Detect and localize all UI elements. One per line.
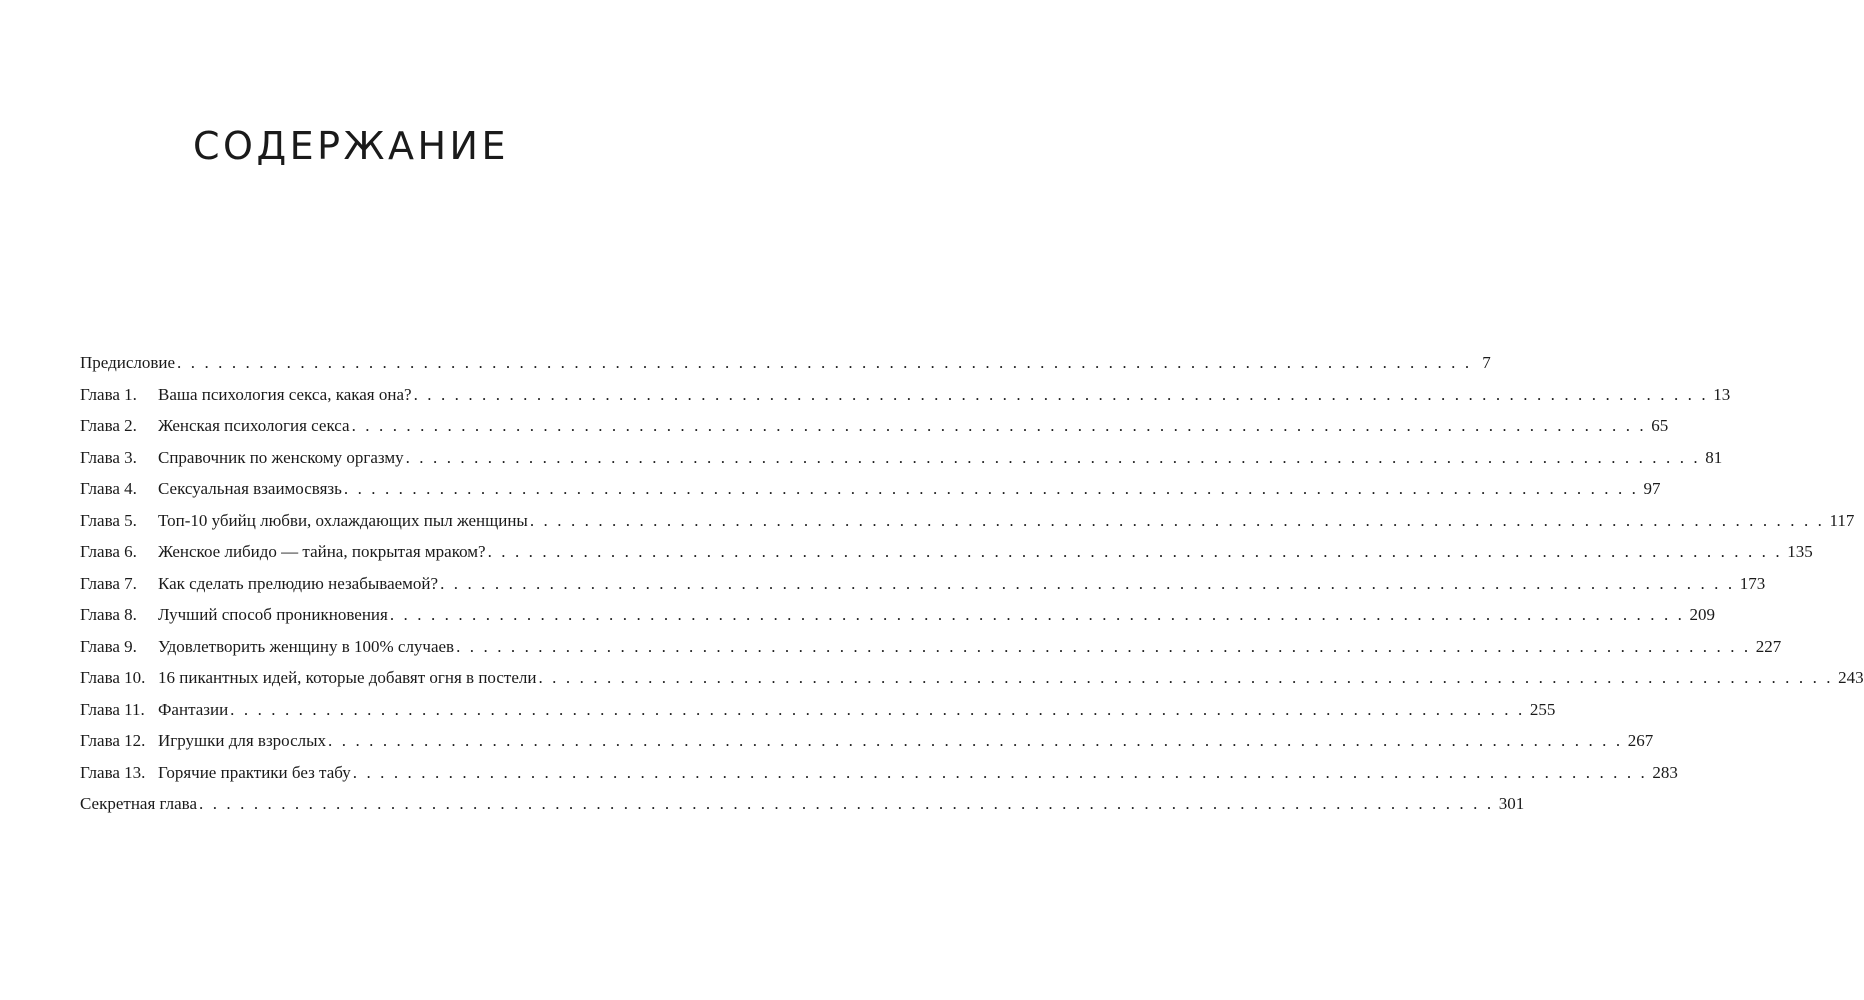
- toc-entry-title: Горячие практики без табу: [158, 762, 351, 782]
- toc-entry-title: Фантазии: [158, 699, 229, 719]
- table-of-contents: [80, 347, 1864, 820]
- toc-leader-dots: . . . . . . . . . . . . . . . . . . . . . . . . . . . . . . . . . . . . . . . . . . . . . . . . . . . . . . . . . . . . . . . . . . . . . . . . . . . . . . . . . . . . . . . . . . . . . . .: [405, 447, 1701, 467]
- toc-entry-chapter-13[interactable]: [80, 757, 1678, 789]
- toc-entry-chapter-10[interactable]: [80, 662, 1864, 694]
- toc-entry-title: Секретная глава: [80, 794, 198, 813]
- toc-chapter-label: Глава 6.: [80, 542, 137, 561]
- toc-entry-chapter-11[interactable]: [80, 694, 1556, 726]
- toc-entry-title: Ваша психология секса, какая она?: [158, 384, 412, 404]
- toc-entry-title: Сексуальная взаимосвязь: [158, 479, 342, 498]
- toc-entry-chapter-9[interactable]: [80, 631, 1782, 663]
- toc-leader-dots: . . . . . . . . . . . . . . . . . . . . . . . . . . . . . . . . . . . . . . . . . . . . . . . . . . . . . . . . . . . . . . . . . . . . . . . . . . . . . . . . . . . . . . . . . . . . . . .: [230, 699, 1525, 719]
- toc-leader-dots: . . . . . . . . . . . . . . . . . . . . . . . . . . . . . . . . . . . . . . . . . . . . . . . . . . . . . . . . . . . . . . . . . . . . . . . . . . . . . . . . . . . . . . . . . . . . . . .: [487, 542, 1783, 561]
- toc-leader-dots: . . . . . . . . . . . . . . . . . . . . . . . . . . . . . . . . . . . . . . . . . . . . . . . . . . . . . . . . . . . . . . . . . . . . . . . . . . . . . . . . . . . . . . . . . . . . . . .: [199, 794, 1494, 813]
- toc-page-number: 7: [1482, 353, 1491, 372]
- toc-entry-title: Лучший способ проникновения: [158, 605, 388, 624]
- toc-leader-dots: . . . . . . . . . . . . . . . . . . . . . . . . . . . . . . . . . . . . . . . . . . . . . . . . . . . . . . . . . . . . . . . . . . . . . . . . . . . . . . . . . . . . . . . . . . . . . . .: [352, 762, 1648, 782]
- toc-entry-chapter-8[interactable]: [80, 599, 1715, 631]
- toc-entry-title: Женская психология секса: [158, 416, 350, 435]
- page-title: СОДЕРЖАНИЕ: [193, 124, 509, 168]
- toc-entry-title: Удовлетворить женщину в 100% случаев: [158, 636, 455, 656]
- toc-leader-dots: . . . . . . . . . . . . . . . . . . . . . . . . . . . . . . . . . . . . . . . . . . . . . . . . . . . . . . . . . . . . . . . . . . . . . . . . . . . . . . . . . . . . . . . . . . . . . . .: [389, 605, 1685, 624]
- toc-entry-chapter-12[interactable]: [80, 725, 1654, 757]
- toc-entry-title: Как сделать прелюдию незабываемой?: [158, 573, 439, 593]
- toc-leader-dots: . . . . . . . . . . . . . . . . . . . . . . . . . . . . . . . . . . . . . . . . . . . . . . . . . . . . . . . . . . . . . . . . . . . . . . . . . . . . . . . . . . . . . . . . . . . . . . .: [529, 510, 1825, 530]
- toc-page-number: 255: [1529, 699, 1556, 719]
- toc-entry-secret-chapter[interactable]: [80, 788, 1525, 820]
- toc-page-number: 13: [1713, 384, 1731, 404]
- toc-entry-chapter-7[interactable]: [80, 568, 1766, 600]
- toc-page-number: 97: [1643, 479, 1661, 498]
- toc-page-number: 135: [1787, 542, 1813, 561]
- toc-entry-preface[interactable]: [80, 347, 1491, 379]
- toc-entry-title: Топ-10 убийц любви, охлаждающих пыл женщины: [158, 510, 528, 530]
- toc-chapter-label: Глава 1.: [80, 384, 137, 404]
- toc-entry-chapter-2[interactable]: [80, 410, 1669, 442]
- toc-leader-dots: . . . . . . . . . . . . . . . . . . . . . . . . . . . . . . . . . . . . . . . . . . . . . . . . . . . . . . . . . . . . . . . . . . . . . . . . . . . . . . . . . . . . . . . . . . . . . . .: [343, 479, 1639, 498]
- toc-chapter-label: Глава 5.: [80, 510, 137, 530]
- toc-page-number: 267: [1627, 731, 1654, 750]
- toc-page-number: 65: [1651, 416, 1669, 435]
- toc-entry-title: 16 пикантных идей, которые добавят огня в постели: [158, 668, 537, 687]
- toc-entry-title: Предисловие: [80, 353, 176, 372]
- toc-page-number: 173: [1739, 573, 1766, 593]
- toc-chapter-label: Глава 2.: [80, 416, 137, 435]
- toc-leader-dots: . . . . . . . . . . . . . . . . . . . . . . . . . . . . . . . . . . . . . . . . . . . . . . . . . . . . . . . . . . . . . . . . . . . . . . . . . . . . . . . . . . . . . . . . . . . . . . .: [440, 573, 1735, 593]
- toc-entry-chapter-1[interactable]: [80, 379, 1731, 411]
- toc-chapter-label: Глава 3.: [80, 447, 137, 467]
- toc-page-number: 243: [1838, 668, 1864, 687]
- toc-chapter-label: Глава 4.: [80, 479, 137, 498]
- toc-entry-title: Справочник по женскому оргазму: [158, 447, 404, 467]
- toc-page-number: 209: [1689, 605, 1715, 624]
- toc-entry-title: Женское либидо — тайна, покрытая мраком?: [158, 542, 486, 561]
- toc-page-number: 283: [1652, 762, 1678, 782]
- toc-leader-dots: . . . . . . . . . . . . . . . . . . . . . . . . . . . . . . . . . . . . . . . . . . . . . . . . . . . . . . . . . . . . . . . . . . . . . . . . . . . . . . . . . . . . . . . . . . . . . . .: [538, 668, 1834, 687]
- toc-entry-chapter-5[interactable]: [80, 505, 1855, 537]
- toc-page-number: 227: [1755, 636, 1782, 656]
- toc-leader-dots: . . . . . . . . . . . . . . . . . . . . . . . . . . . . . . . . . . . . . . . . . . . . . . . . . . . . . . . . . . . . . . . . . . . . . . . . . . . . . . . . . . . . . . . . . . . . . . .: [177, 353, 1472, 372]
- toc-entry-chapter-6[interactable]: [80, 536, 1813, 568]
- toc-chapter-label: Глава 9.: [80, 636, 137, 656]
- toc-entry-chapter-4[interactable]: [80, 473, 1661, 505]
- toc-leader-dots: . . . . . . . . . . . . . . . . . . . . . . . . . . . . . . . . . . . . . . . . . . . . . . . . . . . . . . . . . . . . . . . . . . . . . . . . . . . . . . . . . . . . . . . . . . . . . . .: [328, 731, 1623, 750]
- toc-chapter-label: Глава 13.: [80, 762, 146, 782]
- toc-chapter-label: Глава 11.: [80, 699, 145, 719]
- toc-chapter-label: Глава 12.: [80, 731, 146, 750]
- toc-page-number: 301: [1498, 794, 1525, 813]
- toc-chapter-label: Глава 7.: [80, 573, 137, 593]
- toc-chapter-label: Глава 8.: [80, 605, 137, 624]
- toc-page-number: 81: [1705, 447, 1723, 467]
- toc-entry-title: Игрушки для взрослых: [158, 731, 327, 750]
- toc-leader-dots: . . . . . . . . . . . . . . . . . . . . . . . . . . . . . . . . . . . . . . . . . . . . . . . . . . . . . . . . . . . . . . . . . . . . . . . . . . . . . . . . . . . . . . . . . . . . . . .: [413, 384, 1709, 404]
- toc-chapter-label: Глава 10.: [80, 668, 146, 687]
- toc-page-number: 117: [1829, 510, 1855, 530]
- toc-entry-chapter-3[interactable]: [80, 442, 1723, 474]
- toc-leader-dots: . . . . . . . . . . . . . . . . . . . . . . . . . . . . . . . . . . . . . . . . . . . . . . . . . . . . . . . . . . . . . . . . . . . . . . . . . . . . . . . . . . . . . . . . . . . . . . .: [351, 416, 1647, 435]
- toc-leader-dots: . . . . . . . . . . . . . . . . . . . . . . . . . . . . . . . . . . . . . . . . . . . . . . . . . . . . . . . . . . . . . . . . . . . . . . . . . . . . . . . . . . . . . . . . . . . . . . .: [456, 636, 1751, 656]
